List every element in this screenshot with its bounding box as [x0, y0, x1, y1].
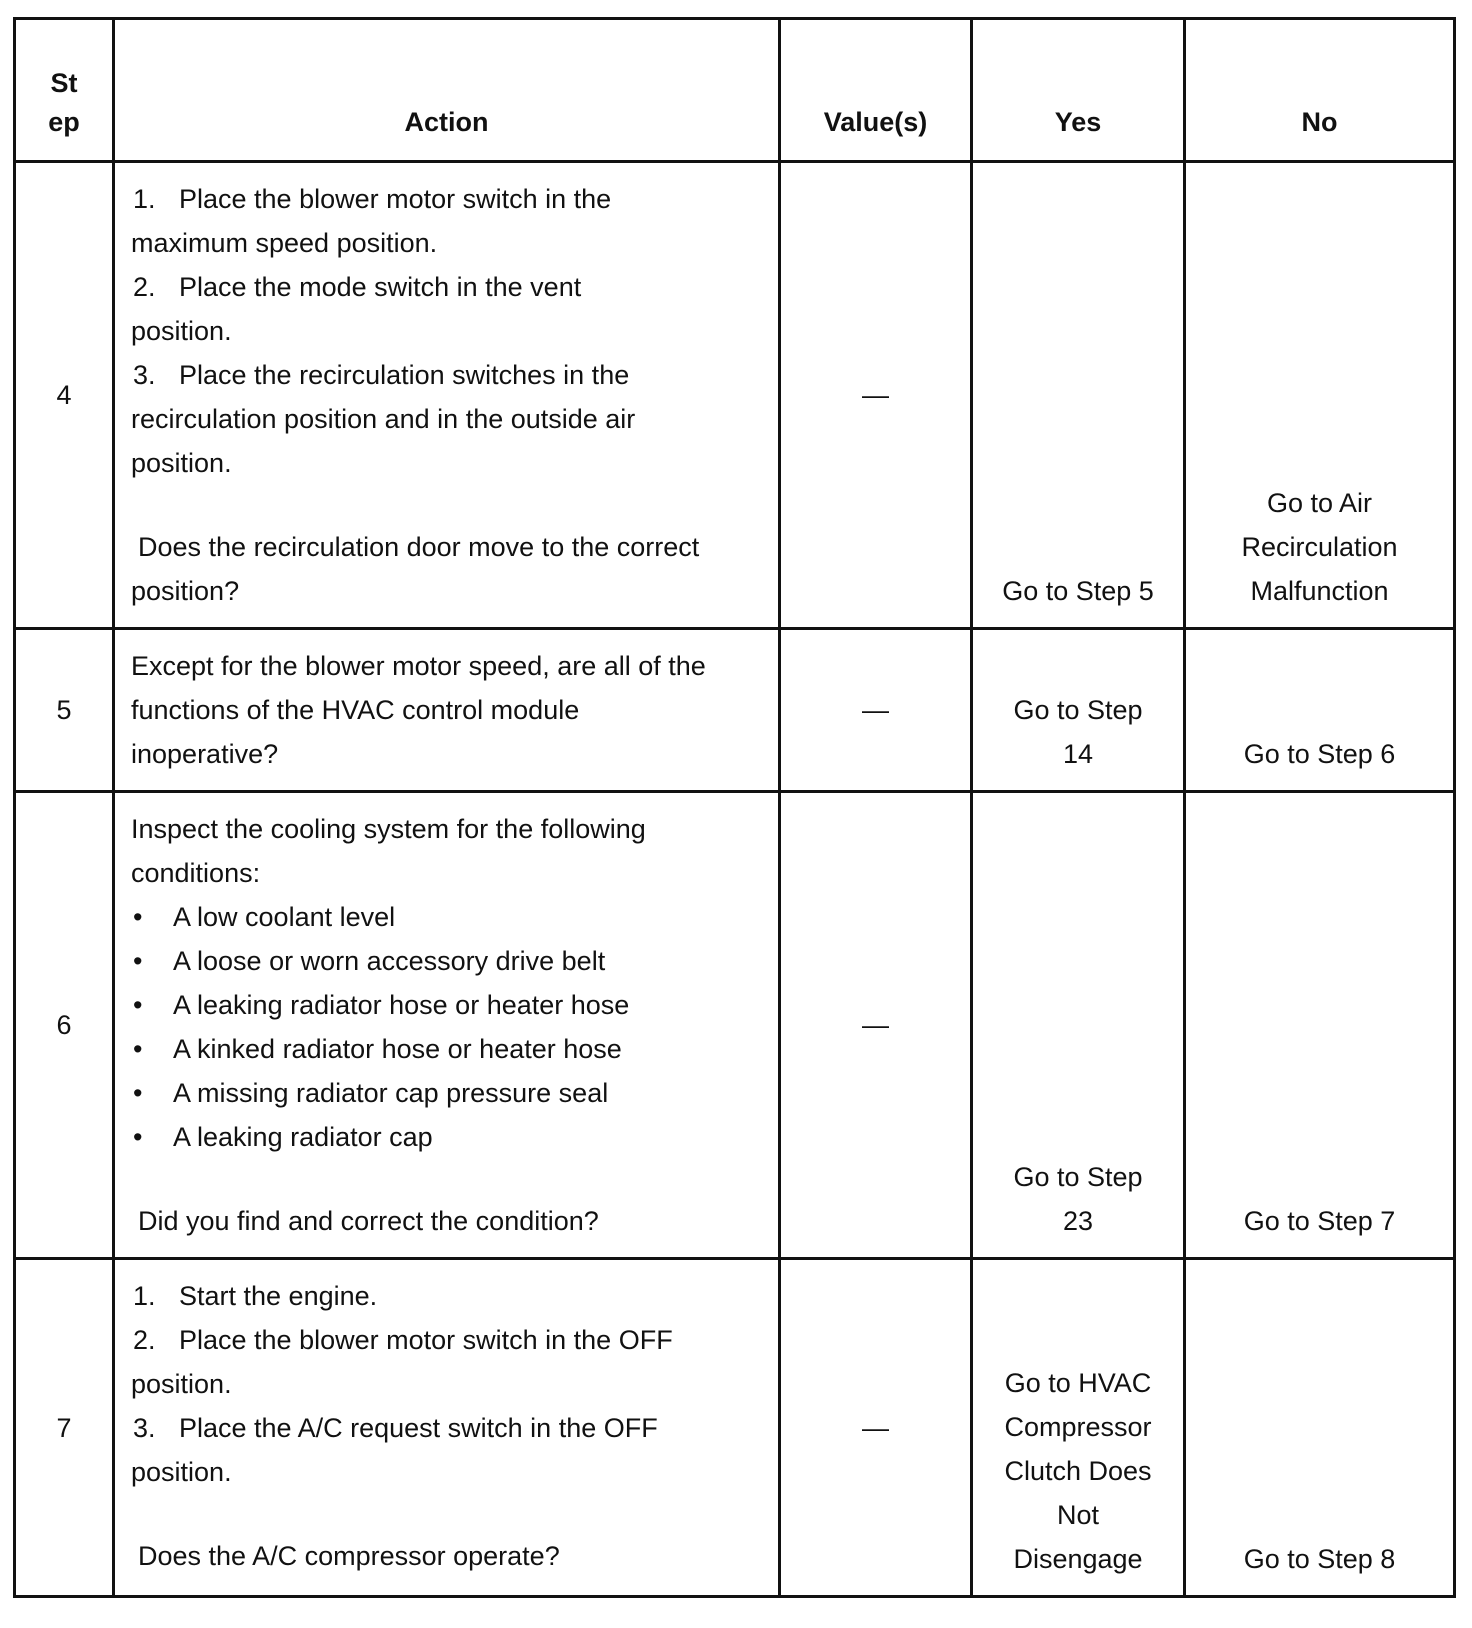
no-cell: [1185, 629, 1455, 792]
instruction-text: Place the A/C request switch in the OFF: [179, 1413, 658, 1443]
no-text: Malfunction: [1250, 576, 1389, 606]
instruction-continuation: position.: [131, 1457, 232, 1487]
value-cell: —: [780, 792, 972, 1259]
no-text: Go to Step 7: [1243, 1206, 1396, 1236]
list-item: [131, 895, 768, 939]
instruction-number: 3.: [133, 360, 156, 390]
list-item: [131, 1115, 768, 1159]
yes-text: Compressor: [1004, 1412, 1152, 1442]
no-text: Go to Air: [1266, 488, 1373, 518]
instruction-text: Start the engine.: [179, 1281, 378, 1311]
instruction-continuation: maximum speed position.: [131, 228, 438, 258]
bullet-icon: •: [133, 1122, 143, 1152]
instruction-number: 2.: [133, 272, 156, 302]
value-cell: —: [780, 162, 972, 629]
action-text: Except for the blower motor speed, are all of the: [131, 651, 706, 681]
instruction-text: Place the recirculation switches in the: [179, 360, 630, 390]
list-item: [131, 983, 768, 1027]
table-row-step-7: [15, 1259, 1455, 1597]
no-text: Go to Step 6: [1243, 739, 1396, 769]
action-text: inoperative?: [131, 739, 279, 769]
yes-cell: [972, 792, 1185, 1259]
instruction-number: 1.: [133, 1281, 156, 1311]
value-cell: —: [780, 1259, 972, 1597]
instruction-3: [131, 1406, 768, 1450]
yes-text: Disengage: [1013, 1544, 1143, 1574]
yes-text: Not: [1056, 1500, 1100, 1530]
list-item-text: A loose or worn accessory drive belt: [173, 946, 606, 976]
header-step-line-2: ep: [48, 107, 80, 137]
spacer: [131, 1159, 768, 1199]
header-step: [15, 19, 114, 162]
list-item: [131, 1071, 768, 1115]
spacer: [131, 1494, 768, 1534]
action-cell: [114, 162, 780, 629]
header-step-line-1: St: [50, 68, 78, 98]
question-text: Did you find and correct the condition?: [138, 1206, 599, 1236]
instruction-continuation: position.: [131, 448, 232, 478]
instruction-text: Place the blower motor switch in the: [179, 184, 612, 214]
action-text: functions of the HVAC control module: [131, 695, 580, 725]
spacer: [131, 485, 768, 525]
yes-text: Go to Step: [1013, 1162, 1143, 1192]
instruction-1: [131, 1274, 768, 1318]
instruction-2: [131, 265, 768, 309]
bullet-icon: •: [133, 946, 143, 976]
instruction-1: [131, 177, 768, 221]
question-continuation: position?: [131, 576, 240, 606]
yes-cell: [972, 162, 1185, 629]
header-yes: Yes: [972, 19, 1185, 162]
yes-text: Clutch Does: [1004, 1456, 1152, 1486]
step-number: 6: [15, 792, 114, 1259]
instruction-text: Place the blower motor switch in the OFF: [179, 1325, 673, 1355]
instruction-continuation: position.: [131, 1369, 232, 1399]
instruction-number: 2.: [133, 1325, 156, 1355]
no-text: Go to Step 8: [1243, 1544, 1396, 1574]
yes-text: 23: [1062, 1206, 1094, 1236]
list-item-text: A leaking radiator hose or heater hose: [173, 990, 630, 1020]
yes-text: Go to Step 5: [1002, 576, 1154, 606]
action-cell: [114, 792, 780, 1259]
table-row-step-4: [15, 162, 1455, 629]
no-cell: [1185, 162, 1455, 629]
header-values: Value(s): [780, 19, 972, 162]
action-cell: [114, 1259, 780, 1597]
list-item-text: A kinked radiator hose or heater hose: [173, 1034, 622, 1064]
bullet-icon: •: [133, 990, 143, 1020]
list-item-text: A low coolant level: [173, 902, 396, 932]
table-row-step-6: [15, 792, 1455, 1259]
diagnostic-table: [13, 17, 1456, 1598]
bullet-icon: •: [133, 1034, 143, 1064]
header-action: Action: [114, 19, 780, 162]
action-text: Inspect the cooling system for the following: [131, 814, 646, 844]
diagnostic-procedure-page: [13, 17, 1453, 1598]
question-text: Does the A/C compressor operate?: [138, 1541, 560, 1571]
header-row: [15, 19, 1455, 162]
yes-text: Go to HVAC: [1004, 1368, 1152, 1398]
list-item: [131, 1027, 768, 1071]
bullet-icon: •: [133, 902, 143, 932]
instruction-continuation: recirculation position and in the outside air: [131, 404, 636, 434]
header-no: No: [1185, 19, 1455, 162]
table-row-step-5: [15, 629, 1455, 792]
no-text: Recirculation: [1241, 532, 1398, 562]
instruction-3: [131, 353, 768, 397]
no-cell: [1185, 792, 1455, 1259]
value-cell: —: [780, 629, 972, 792]
yes-text: Go to Step: [1013, 695, 1143, 725]
yes-text: 14: [1062, 739, 1094, 769]
yes-cell: [972, 1259, 1185, 1597]
instruction-text: Place the mode switch in the vent: [179, 272, 582, 302]
instruction-2: [131, 1318, 768, 1362]
step-number: 7: [15, 1259, 114, 1597]
list-item-text: A missing radiator cap pressure seal: [173, 1078, 609, 1108]
question-text: Does the recirculation door move to the correct: [138, 532, 700, 562]
instruction-number: 3.: [133, 1413, 156, 1443]
list-item: [131, 939, 768, 983]
step-number: 5: [15, 629, 114, 792]
list-item-text: A leaking radiator cap: [173, 1122, 433, 1152]
bullet-icon: •: [133, 1078, 143, 1108]
step-number: 4: [15, 162, 114, 629]
yes-cell: [972, 629, 1185, 792]
instruction-continuation: position.: [131, 316, 232, 346]
action-cell: [114, 629, 780, 792]
instruction-number: 1.: [133, 184, 156, 214]
action-text: conditions:: [131, 858, 261, 888]
no-cell: [1185, 1259, 1455, 1597]
